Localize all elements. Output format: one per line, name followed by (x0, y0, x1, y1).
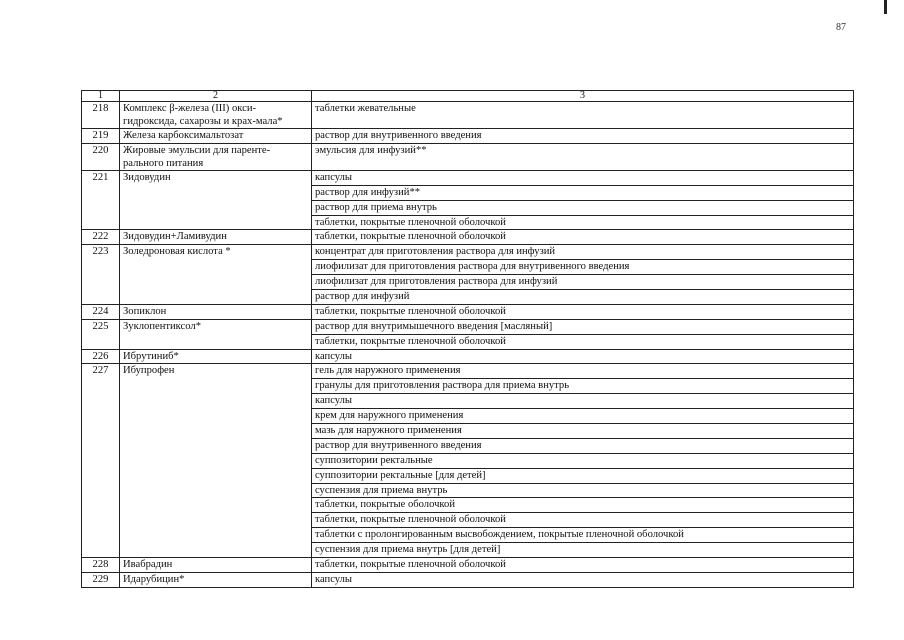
entry-number: 223 (82, 245, 120, 305)
dosage-form: таблетки, покрытые пленочной оболочкой (312, 334, 854, 349)
dosage-form: суспензия для приема внутрь (312, 483, 854, 498)
dosage-form: таблетки с пролонгированным высвобождением, покрытые пленочной оболочкой (312, 528, 854, 543)
drug-name: Ибупрофен (120, 364, 312, 558)
dosage-form: капсулы (312, 572, 854, 587)
dosage-form: концентрат для приготовления раствора для инфузий (312, 245, 854, 260)
table-row (82, 349, 854, 364)
dosage-form: гранулы для приготовления раствора для приема внутрь (312, 379, 854, 394)
drug-name: Золедроновая кислота * (120, 245, 312, 305)
dosage-form: суппозитории ректальные [для детей] (312, 468, 854, 483)
table-row (82, 129, 854, 144)
header-row (82, 91, 854, 102)
dosage-form: гель для наружного применения (312, 364, 854, 379)
drug-name: Зидовудин (120, 170, 312, 230)
dosage-form: таблетки, покрытые оболочкой (312, 498, 854, 513)
dosage-form: лиофилизат для приготовления раствора для инфузий (312, 275, 854, 290)
page-number: 87 (836, 22, 846, 33)
table-row (82, 572, 854, 587)
dosage-form: таблетки, покрытые пленочной оболочкой (312, 513, 854, 528)
table-row (82, 230, 854, 245)
table-row (82, 102, 854, 129)
drug-name: Ибрутиниб* (120, 349, 312, 364)
drug-name: Зопиклон (120, 304, 312, 319)
header-col-3: 3 (312, 91, 854, 102)
entry-number: 228 (82, 558, 120, 573)
dosage-form: мазь для наружного применения (312, 424, 854, 439)
entry-number: 218 (82, 102, 120, 129)
drug-name: Железа карбоксимальтозат (120, 129, 312, 144)
table-row (82, 143, 854, 170)
dosage-form: раствор для внутримышечного введения [масляный] (312, 319, 854, 334)
table-row (82, 170, 854, 185)
header-col-2: 2 (120, 91, 312, 102)
table-row (82, 319, 854, 334)
drug-name: Комплекс β-железа (III) окси-гидроксида, сахарозы и крах-мала* (120, 102, 312, 129)
dosage-form: суспензия для приема внутрь [для детей] (312, 543, 854, 558)
dosage-form: раствор для приема внутрь (312, 200, 854, 215)
drug-name: Жировые эмульсии для паренте-рального питания (120, 143, 312, 170)
dosage-form: эмульсия для инфузий** (312, 143, 854, 170)
dosage-form: раствор для инфузий (312, 290, 854, 305)
drug-name: Ивабрадин (120, 558, 312, 573)
entry-number: 229 (82, 572, 120, 587)
entry-number: 220 (82, 143, 120, 170)
dosage-form: таблетки, покрытые пленочной оболочкой (312, 304, 854, 319)
entry-number: 225 (82, 319, 120, 349)
dosage-form: лиофилизат для приготовления раствора для внутривенного введения (312, 260, 854, 275)
drug-table (81, 90, 854, 588)
entry-number: 227 (82, 364, 120, 558)
dosage-form: таблетки, покрытые пленочной оболочкой (312, 215, 854, 230)
drug-name: Зидовудин+Ламивудин (120, 230, 312, 245)
scan-edge-mark (884, 0, 887, 14)
dosage-form: таблетки жевательные (312, 102, 854, 129)
dosage-form: таблетки, покрытые пленочной оболочкой (312, 558, 854, 573)
table-row (82, 558, 854, 573)
table-row (82, 304, 854, 319)
dosage-form: раствор для внутривенного введения (312, 129, 854, 144)
entry-number: 219 (82, 129, 120, 144)
dosage-form: суппозитории ректальные (312, 453, 854, 468)
entry-number: 224 (82, 304, 120, 319)
header-col-1: 1 (82, 91, 120, 102)
entry-number: 222 (82, 230, 120, 245)
dosage-form: крем для наружного применения (312, 409, 854, 424)
table-row (82, 364, 854, 379)
dosage-form: капсулы (312, 349, 854, 364)
dosage-form: раствор для внутривенного введения (312, 438, 854, 453)
dosage-form: капсулы (312, 394, 854, 409)
dosage-form: капсулы (312, 170, 854, 185)
drug-name: Идарубицин* (120, 572, 312, 587)
drug-name: Зуклопентиксол* (120, 319, 312, 349)
table-row (82, 245, 854, 260)
entry-number: 226 (82, 349, 120, 364)
entry-number: 221 (82, 170, 120, 230)
drug-table-body (82, 91, 854, 588)
dosage-form: раствор для инфузий** (312, 185, 854, 200)
dosage-form: таблетки, покрытые пленочной оболочкой (312, 230, 854, 245)
